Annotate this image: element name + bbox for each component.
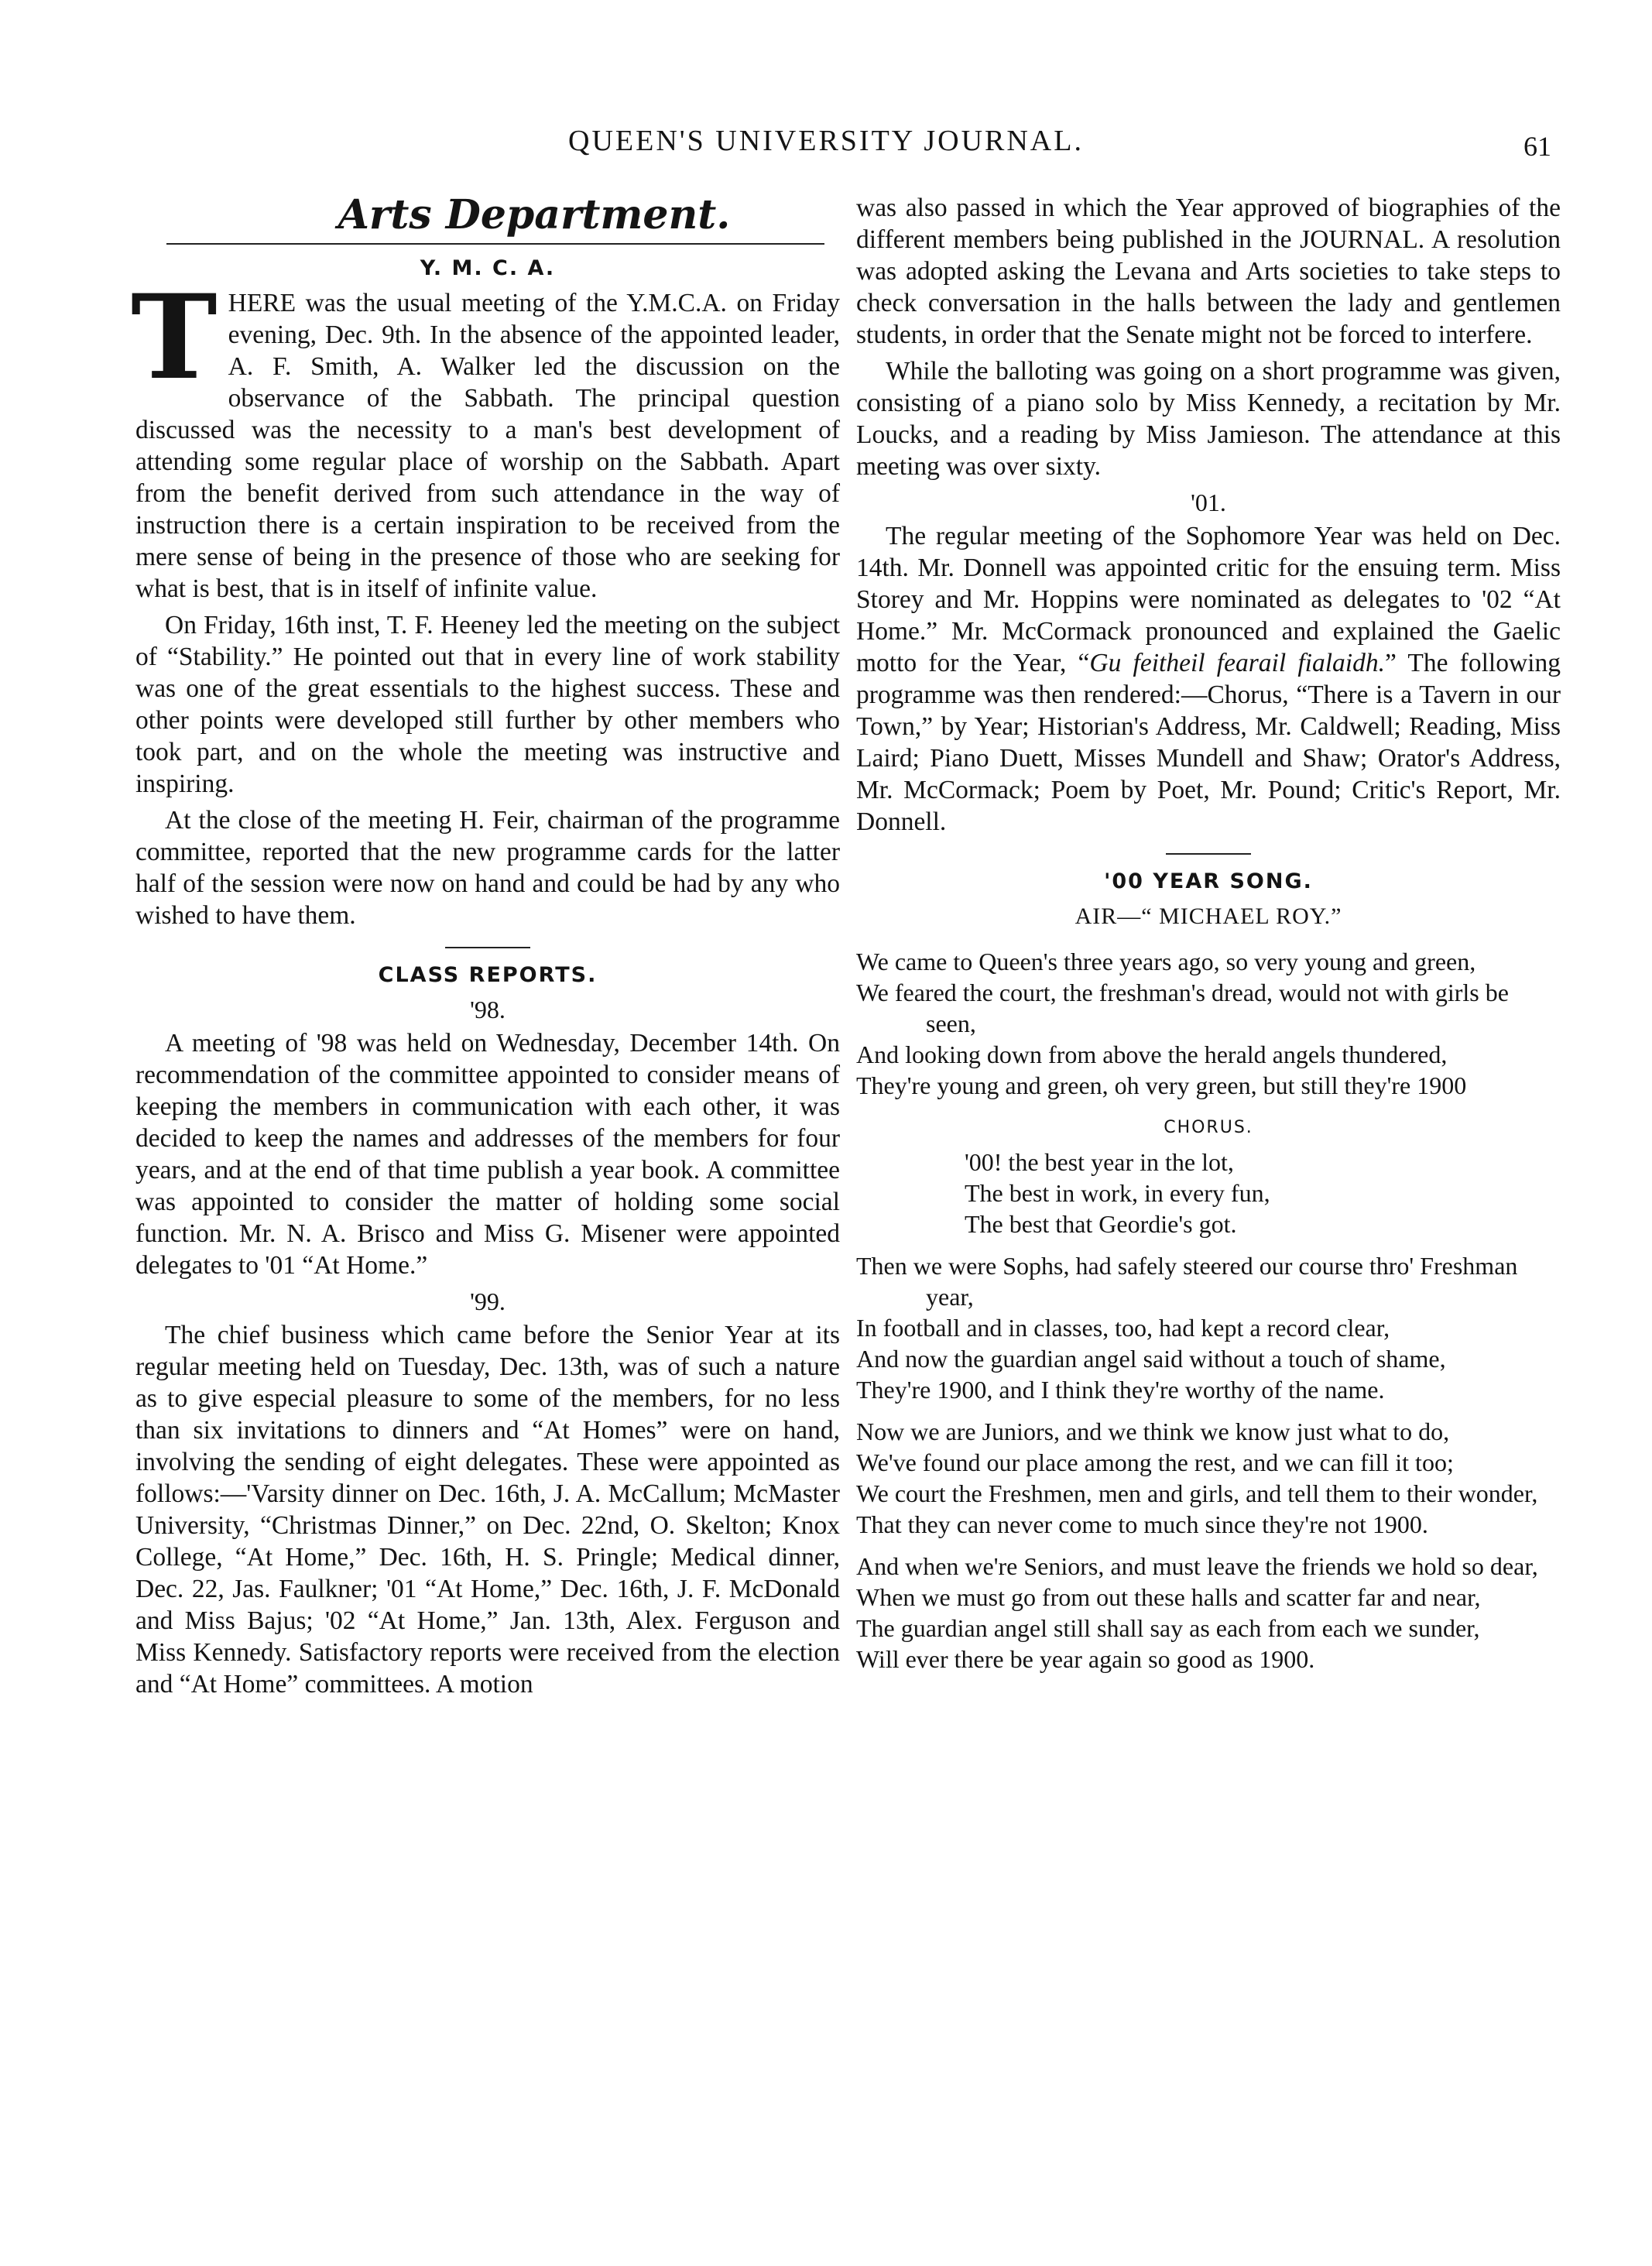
chorus-line: The best in work, in every fun, bbox=[965, 1179, 1270, 1207]
year-01-text-b: ” The following programme was then rendered:—Chorus, “There is a Tavern in our Town,” by Year; Historian's Address, Mr. Caldwell; Reading, Miss Laird; Piano Duett, Misses Mundell and Shaw; Orator's Address, Mr. McCormack; Poem by Poet, Mr. Pound; Critic's Report, Mr. Donnell. bbox=[856, 649, 1561, 836]
song-stanza-4 bbox=[856, 1551, 1561, 1675]
right-column bbox=[856, 192, 1561, 1685]
song-line: They're young and green, oh very green, but still they're 1900 bbox=[856, 1071, 1467, 1099]
year-98-paragraph: A meeting of '98 was held on Wednesday, December 14th. On recommendation of the committee appointed to consider means of keeping the members in communication with each other, it was decided to keep the names and addresses of the members for four years, and at the end of that time publish a year book. A committee was appointed to consider the matter of holding some social function. Mr. N. A. Brisco and Miss G. Misener were appointed delegates to '01 “At Home.” bbox=[135, 1029, 840, 1280]
song-stanza-3 bbox=[856, 1416, 1561, 1540]
song-line: And now the guardian angel said without a touch of shame, bbox=[856, 1345, 1446, 1373]
year-98-heading: '98. bbox=[470, 996, 506, 1023]
song-line: Now we are Juniors, and we think we know just what to do, bbox=[856, 1418, 1450, 1445]
song-line: We court the Freshmen, men and girls, and tell them to their wonder, bbox=[856, 1479, 1538, 1507]
chorus-line: '00! the best year in the lot, bbox=[965, 1148, 1234, 1176]
drop-cap: T bbox=[131, 269, 218, 406]
song-line: We came to Queen's three years ago, so very young and green, bbox=[856, 948, 1476, 975]
class-reports-heading: CLASS REPORTS. bbox=[378, 963, 598, 987]
ymca-paragraph-3: At the close of the meeting H. Feir, chairman of the programme committee, reported that the new programme cards for the latter half of the session were now on hand and could be had by any who wished to have them. bbox=[135, 806, 840, 930]
year-99-heading: '99. bbox=[470, 1287, 506, 1315]
ymca-paragraph-2: On Friday, 16th inst, T. F. Heeney led the meeting on the subject of “Stability.” He pointed out that in every line of work stability was one of the great essentials to the highest success. These and other points were developed still further by other members who took part, and on the whole the meeting was instructive and inspiring. bbox=[135, 611, 840, 798]
chorus-heading: CHORUS. bbox=[1164, 1118, 1253, 1137]
year-01-heading: '01. bbox=[1191, 489, 1226, 516]
year-01-paragraph bbox=[856, 520, 1561, 838]
song-line: In football and in classes, too, had kept a record clear, bbox=[856, 1314, 1390, 1342]
year-99-continued-paragraph: was also passed in which the Year approved of biographies of the different members being published in the JOURNAL. A resolution was adopted asking the Levana and Arts societies to take steps to check conversation in the halls between the lady and gentlemen students, in order that the Senate might not be forced to interfere. bbox=[856, 194, 1561, 349]
ymca-paragraph-1-text: HERE was the usual meeting of the Y.M.C.A. on Friday evening, Dec. 9th. In the absence of the appointed leader, A. F. Smith, A. Walker led the discussion on the observance of the Sabbath. The principal question discussed was the necessity to a man's best development of attending some regular place of worship on the Sabbath. Apart from the benefit derived from such attendance in the way of instruction there is a certain inspiration to be received from the mere sense of being in the presence of those who are seeking for what is best, that is in itself of infinite value. bbox=[135, 289, 840, 603]
song-line: That they can never come to much since they're not 1900. bbox=[856, 1510, 1428, 1538]
song-line: And when we're Seniors, and must leave the friends we hold so dear, bbox=[856, 1552, 1538, 1580]
chorus-line: The best that Geordie's got. bbox=[965, 1210, 1237, 1238]
song-stanza-2 bbox=[856, 1250, 1561, 1405]
year-99-paragraph: The chief business which came before the Senior Year at its regular meeting held on Tuesday, Dec. 13th, was of such a nature as to give especial pleasure to some of the members, for no less than six invitations to dinners and “At Homes” were on hand, involving the sending of eight delegates. These were appointed as follows:—'Varsity dinner on Dec. 16th, J. A. McCallum; McMaster University, “Christmas Dinner,” on Dec. 22nd, O. Skelton; Knox College, “At Home,” Dec. 16th, H. S. Pringle; Medical dinner, Dec. 22, Jas. Faulkner; '01 “At Home,” Dec. 16th, J. F. McDonald and Miss Bajus; '02 “At Home,” Jan. 13th, Alex. Ferguson and Miss Kennedy. Satisfactory reports were received from the election and “At Home” committees. A motion bbox=[135, 1321, 840, 1699]
gaelic-motto: Gu feitheil fearail fialaidh. bbox=[1089, 649, 1385, 677]
song-heading: '00 YEAR SONG. bbox=[1104, 869, 1313, 893]
section-rule bbox=[1166, 853, 1251, 855]
song-line: And looking down from above the herald angels thundered, bbox=[856, 1040, 1448, 1068]
year-01-text-a: The regular meeting of the Sophomore Year was held on Dec. 14th. Mr. Donnell was appointed critic for the ensuing term. Miss Storey and Mr. Hoppins were nominated as delegates to '02 “At Home.” Mr. McCormack pronounced and explained the Gaelic motto for the Year, “ bbox=[856, 522, 1561, 677]
song-line: The guardian angel still shall say as each from each we sunder, bbox=[856, 1614, 1480, 1642]
section-rule bbox=[445, 947, 530, 948]
song-line: When we must go from out these halls and scatter far and near, bbox=[856, 1583, 1481, 1611]
programme-paragraph: While the balloting was going on a short programme was given, consisting of a piano solo by Miss Kennedy, a recitation by Mr. Loucks, and a reading by Miss Jamieson. The attendance at this meeting was over sixty. bbox=[856, 357, 1561, 481]
song-line: We feared the court, the freshman's dread, would not with girls be seen, bbox=[856, 979, 1509, 1037]
song-air: AIR—“ MICHAEL ROY.” bbox=[1074, 903, 1342, 929]
song-line: Then we were Sophs, had safely steered our course thro' Freshman year, bbox=[856, 1252, 1518, 1311]
running-head: QUEEN'S UNIVERSITY JOURNAL. bbox=[568, 125, 1084, 157]
song-stanza-1 bbox=[856, 946, 1561, 1101]
left-column bbox=[131, 191, 840, 1705]
song-line: Will ever there be year again so good as 1900. bbox=[856, 1645, 1315, 1673]
song-line: We've found our place among the rest, and we can fill it too; bbox=[856, 1448, 1454, 1476]
ymca-paragraph-1 bbox=[131, 269, 840, 605]
title-rule bbox=[166, 243, 824, 245]
department-title: Arts Department. bbox=[338, 191, 731, 238]
page-number: 61 bbox=[1523, 131, 1551, 162]
song-chorus bbox=[856, 1147, 1561, 1239]
ymca-heading: Y. M. C. A. bbox=[420, 256, 556, 280]
song-line: They're 1900, and I think they're worthy of the name. bbox=[856, 1376, 1385, 1404]
